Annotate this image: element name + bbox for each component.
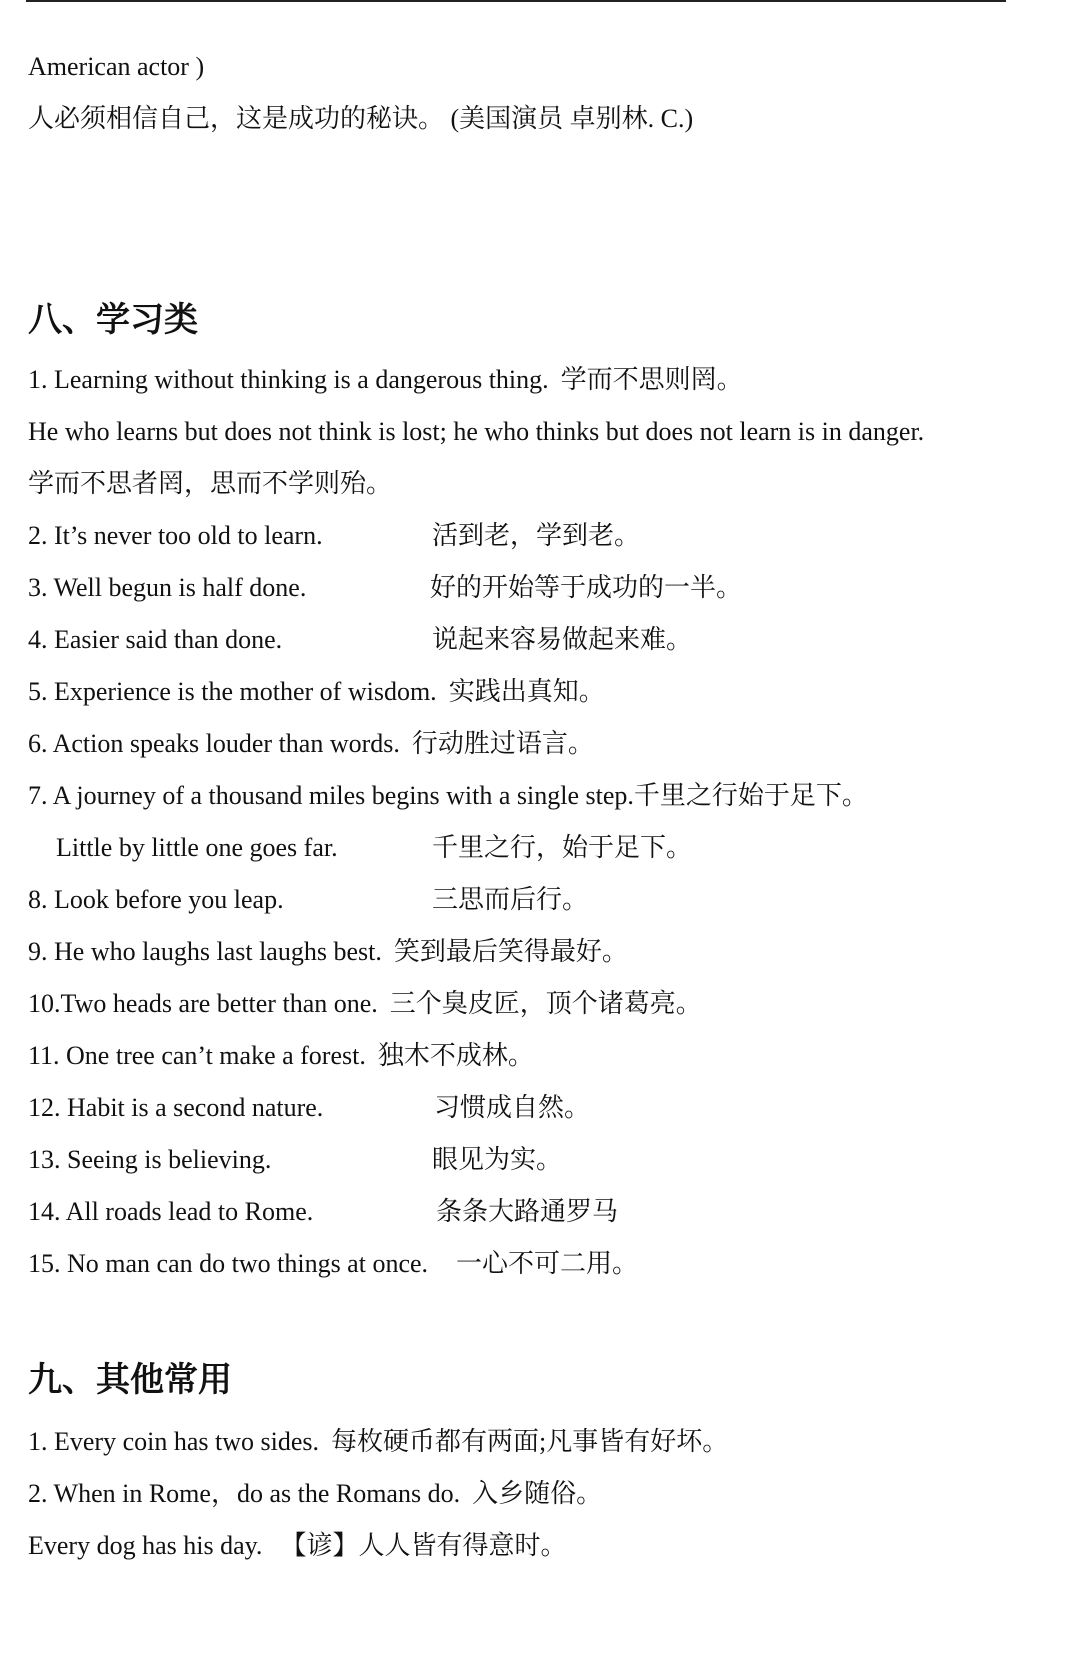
proverb-line: [28, 779, 868, 813]
text-line-american-actor: American actor ): [28, 52, 205, 81]
proverb-en: 3. Well begun is half done.: [28, 573, 307, 602]
proverb-line: [28, 415, 924, 449]
proverb-en: 12. Habit is a second nature.: [28, 1093, 324, 1122]
proverb-zh: 独木不成林。: [377, 1041, 534, 1070]
proverb-line: [28, 363, 743, 397]
proverb-en: 14. All roads lead to Rome.: [28, 1197, 314, 1226]
proverb-zh: 好的开始等于成功的一半。: [430, 573, 743, 602]
proverb-zh: 千里之行始于足下。: [633, 781, 868, 810]
proverb-line: [28, 1477, 602, 1511]
proverb-zh: 实践出真知。: [448, 677, 605, 706]
proverb-line: [28, 467, 392, 501]
proverb-line: [28, 1195, 313, 1229]
proverb-en: 13. Seeing is believing.: [28, 1145, 272, 1174]
section-heading-other: 九、其他常用: [28, 1360, 232, 1400]
top-divider: [26, 0, 1006, 2]
proverb-en: 6. Action speaks louder than words.: [28, 729, 400, 758]
proverb-line: [28, 935, 628, 969]
proverb-en: He who learns but does not think is lost; he who thinks but does not learn is in danger.: [28, 417, 925, 446]
proverb-zh: 【谚】人人皆有得意时。: [280, 1531, 567, 1560]
proverb-en: 1. Learning without thinking is a dangerous thing.: [28, 365, 549, 394]
proverb-line: [28, 1143, 271, 1177]
proverb-en: 7. A journey of a thousand miles begins with a single step.: [28, 781, 634, 810]
proverb-line: [28, 987, 702, 1021]
proverb-zh: 入乡随俗。: [472, 1479, 603, 1508]
proverb-line: [56, 831, 338, 865]
proverb-en: Every dog has his day.: [28, 1531, 263, 1560]
proverb-en: 11. One tree can’t make a forest.: [28, 1041, 366, 1070]
proverb-zh: 行动胜过语言。: [411, 729, 594, 758]
proverb-zh: 千里之行，始于足下。: [432, 833, 693, 862]
proverb-zh: 眼见为实。: [432, 1145, 563, 1174]
proverb-zh: 每枚硬币都有两面;凡事皆有好坏。: [331, 1427, 729, 1456]
proverb-en: Little by little one goes far.: [56, 833, 338, 862]
proverb-en: 1. Every coin has two sides.: [28, 1427, 320, 1456]
proverb-line: [28, 1039, 534, 1073]
proverb-en: 8. Look before you leap.: [28, 885, 284, 914]
proverb-zh: 活到老，学到老。: [432, 521, 641, 550]
section-heading-learning: 八、学习类: [28, 300, 198, 340]
proverb-line: [28, 1247, 638, 1281]
proverb-en: 4. Easier said than done.: [28, 625, 283, 654]
proverb-zh: 说起来容易做起来难。: [432, 625, 693, 654]
proverb-line: [28, 1091, 323, 1125]
proverb-en: 2. It’s never too old to learn.: [28, 521, 323, 550]
proverb-zh: 习惯成自然。: [434, 1093, 591, 1122]
proverb-zh: 学而不思者罔，思而不学则殆。: [28, 469, 393, 498]
proverb-en: 15. No man can do two things at once.: [28, 1249, 429, 1278]
proverb-line: [28, 1529, 566, 1563]
proverb-line: [28, 883, 284, 917]
proverb-line: [28, 1425, 728, 1459]
proverb-en: 2. When in Rome，do as the Romans do.: [28, 1479, 461, 1508]
proverb-zh: 三个臭皮匠，顶个诸葛亮。: [389, 989, 702, 1018]
proverb-en: 5. Experience is the mother of wisdom.: [28, 677, 437, 706]
text-line-chaplin-quote: 人必须相信自己，这是成功的秘诀。 (美国演员 卓别林. C.): [28, 104, 694, 133]
proverb-line: [28, 623, 282, 657]
proverb-zh: 一心不可二用。: [456, 1249, 639, 1278]
proverb-zh: 笑到最后笑得最好。: [393, 937, 628, 966]
proverb-line: [28, 571, 306, 605]
proverb-zh: 三思而后行。: [432, 885, 589, 914]
proverb-zh: 学而不思则罔。: [560, 365, 743, 394]
proverb-en: 10.Two heads are better than one.: [28, 989, 378, 1018]
proverb-line: [28, 519, 323, 553]
proverb-en: 9. He who laughs last laughs best.: [28, 937, 382, 966]
proverb-line: [28, 727, 594, 761]
proverb-line: [28, 675, 605, 709]
proverb-zh: 条条大路通罗马: [436, 1197, 619, 1226]
